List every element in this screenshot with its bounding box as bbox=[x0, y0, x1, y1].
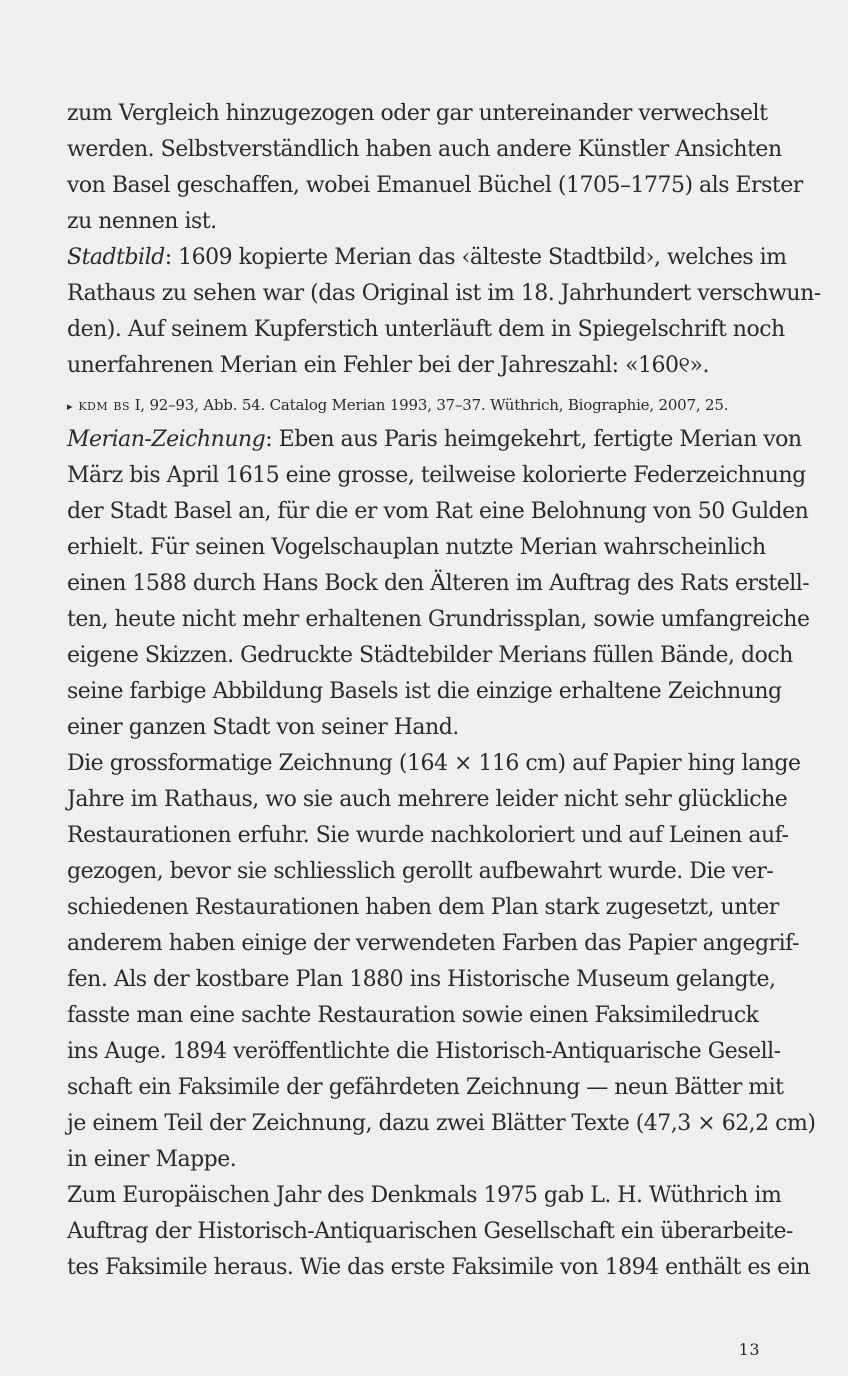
page-number: 13 bbox=[738, 1340, 760, 1359]
text-line: fen. Als der kostbare Plan 1880 ins Historische Museum gelangte, bbox=[67, 967, 776, 992]
reference-text: I, 92–93, Abb. 54. Catalog Merian 1993, 37–37. Wüthrich, Biographie, 2007, 25. bbox=[130, 396, 729, 414]
text-line: eigene Skizzen. Gedruckte Städtebilder Merians füllen Bände, doch bbox=[67, 643, 793, 668]
text-line: fasste man eine sachte Restauration sowie einen Faksimiledruck bbox=[67, 1003, 759, 1028]
reference-abbrev: kdm bs bbox=[78, 396, 131, 414]
text-line: einen 1588 durch Hans Bock den Älteren im Auftrag des Rats erstell- bbox=[67, 571, 810, 596]
text-line: ins Auge. 1894 veröffentlichte die Historisch-Antiquarische Gesell- bbox=[67, 1039, 781, 1064]
text-line: den). Auf seinem Kupferstich unterläuft dem in Spiegelschrift noch bbox=[67, 317, 785, 342]
text-line: der Stadt Basel an, für die er vom Rat eine Belohnung von 50 Gulden bbox=[67, 499, 809, 524]
merian-heading-line bbox=[67, 422, 802, 458]
text-line: zu nennen ist. bbox=[67, 209, 217, 234]
keyword-merian-zeichnung: Merian-Zeichnung bbox=[67, 427, 266, 452]
keyword-stadtbild: Stadtbild bbox=[67, 245, 165, 270]
text-line: anderem haben einige der verwendeten Farben das Papier angegrif- bbox=[67, 931, 799, 956]
triangle-arrow-icon: ▸ bbox=[67, 400, 73, 413]
text-line: Die grossformatige Zeichnung (164 × 116 cm) auf Papier hing lange bbox=[67, 751, 801, 776]
text-fragment: : 1609 kopierte Merian das ‹älteste Stadtbild›, welches im bbox=[164, 245, 787, 270]
text-line: Zum Europäischen Jahr des Denkmals 1975 gab L. H. Wüthrich im bbox=[67, 1183, 782, 1208]
text-line: seine farbige Abbildung Basels ist die einzige erhaltene Zeichnung bbox=[67, 679, 782, 704]
text-line: werden. Selbstverständlich haben auch andere Künstler Ansichten bbox=[67, 137, 782, 162]
text-line: Restaurationen erfuhr. Sie wurde nachkoloriert und auf Leinen auf- bbox=[67, 823, 789, 848]
reference-line bbox=[67, 390, 745, 420]
text-line: von Basel geschaffen, wobei Emanuel Büchel (1705–1775) als Erster bbox=[67, 173, 803, 198]
page-body bbox=[67, 96, 821, 1286]
text-line: einer ganzen Stadt von seiner Hand. bbox=[67, 715, 459, 740]
text-line: ten, heute nicht mehr erhaltenen Grundrissplan, sowie umfangreiche bbox=[67, 607, 810, 632]
text-line: schiedenen Restaurationen haben dem Plan stark zugesetzt, unter bbox=[67, 895, 779, 920]
text-line: erhielt. Für seinen Vogelschauplan nutzte Merian wahrscheinlich bbox=[67, 535, 766, 560]
text-line: unerfahrenen Merian ein Fehler bei der Jahreszahl: «160୧». bbox=[67, 353, 709, 378]
text-line: in einer Mappe. bbox=[67, 1147, 237, 1172]
text-line: März bis April 1615 eine grosse, teilweise kolorierte Federzeichnung bbox=[67, 463, 806, 488]
text-fragment: : Eben aus Paris heimgekehrt, fertigte Merian von bbox=[265, 427, 802, 452]
text-line: Rathaus zu sehen war (das Original ist im 18. Jahrhundert verschwun- bbox=[67, 281, 821, 306]
text-line: Jahre im Rathaus, wo sie auch mehrere leider nicht sehr glückliche bbox=[67, 787, 788, 812]
text-line: schaft ein Faksimile der gefährdeten Zeichnung — neun Bätter mit bbox=[67, 1075, 784, 1100]
text-line: Auftrag der Historisch-Antiquarischen Gesellschaft ein überarbeite- bbox=[67, 1219, 793, 1244]
stadtbild-heading-line bbox=[67, 240, 787, 276]
text-line: je einem Teil der Zeichnung, dazu zwei Blätter Texte (47,3 × 62,2 cm) bbox=[67, 1111, 816, 1136]
text-line: gezogen, bevor sie schliesslich gerollt aufbewahrt wurde. Die ver- bbox=[67, 859, 774, 884]
text-line: tes Faksimile heraus. Wie das erste Faksimile von 1894 enthält es ein bbox=[67, 1255, 810, 1280]
text-line: zum Vergleich hinzugezogen oder gar untereinander verwechselt bbox=[67, 101, 768, 126]
